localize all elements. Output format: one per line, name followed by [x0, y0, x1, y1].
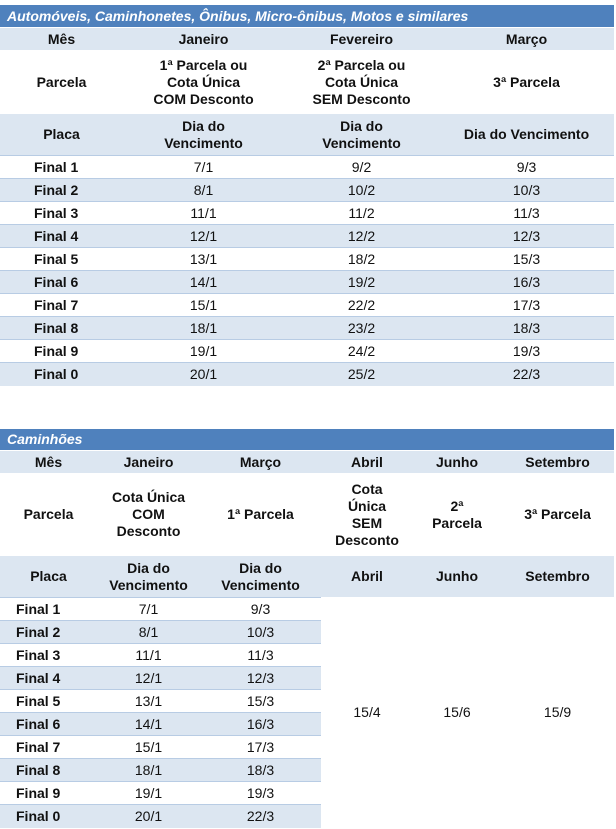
junho-date-cell: 15/6 — [413, 598, 501, 828]
header-text: Cota — [351, 480, 383, 497]
setembro-date-cell: 15/9 — [501, 598, 614, 828]
due-date-cell: 13/1 — [97, 690, 200, 713]
placa-cell: Final 8 — [0, 759, 97, 782]
due-date-cell: 17/3 — [200, 736, 321, 759]
due-date-cell: 10/3 — [200, 621, 321, 644]
due-date-cell: 11/2 — [284, 202, 439, 225]
due-date-cell: 11/1 — [97, 644, 200, 667]
header-text: Cota Única — [166, 73, 241, 90]
header-text: Dia do — [182, 117, 225, 134]
due-date-cell: 12/3 — [200, 667, 321, 690]
abril-date-cell: 15/4 — [321, 598, 413, 828]
header-janeiro: Janeiro — [97, 451, 200, 474]
table-caminhoes — [0, 428, 614, 828]
due-date-cell: 7/1 — [123, 156, 284, 179]
placa-cell: Final 2 — [0, 179, 123, 202]
due-date-cell: 11/3 — [439, 202, 614, 225]
due-date-cell: 11/1 — [123, 202, 284, 225]
due-date-cell: 15/3 — [200, 690, 321, 713]
due-date-cell: 16/3 — [200, 713, 321, 736]
table-row — [0, 248, 614, 271]
table-row — [0, 294, 614, 317]
table-row — [0, 598, 614, 621]
header-text: SEM Desconto — [312, 90, 411, 107]
placa-cell: Final 8 — [0, 317, 123, 340]
header-text: Vencimento — [322, 134, 401, 151]
table-row — [0, 179, 614, 202]
header-fevereiro: Fevereiro — [284, 28, 439, 51]
header-cota-unica-com — [97, 474, 200, 556]
header-text: Desconto — [335, 531, 399, 548]
table-row — [0, 317, 614, 340]
header-text: 2ª Parcela ou — [317, 56, 406, 73]
due-date-cell: 19/1 — [123, 340, 284, 363]
header-abril-venc: Abril — [321, 556, 413, 598]
due-date-cell: 18/1 — [123, 317, 284, 340]
placa-cell: Final 3 — [0, 202, 123, 225]
due-date-cell: 9/3 — [439, 156, 614, 179]
header-text: SEM — [351, 514, 383, 531]
placa-cell: Final 0 — [0, 805, 97, 828]
due-date-cell: 22/3 — [200, 805, 321, 828]
due-date-cell: 14/1 — [123, 271, 284, 294]
due-date-cell: 22/2 — [284, 294, 439, 317]
due-date-cell: 8/1 — [97, 621, 200, 644]
header-parcela: Parcela — [0, 474, 97, 556]
placa-cell: Final 1 — [0, 598, 97, 621]
header-text: 2ª — [450, 497, 464, 514]
header-junho: Junho — [413, 451, 501, 474]
header-text: Vencimento — [109, 576, 188, 593]
placa-cell: Final 5 — [0, 248, 123, 271]
due-date-cell: 9/3 — [200, 598, 321, 621]
placa-cell: Final 9 — [0, 340, 123, 363]
due-date-cell: 7/1 — [97, 598, 200, 621]
header-text: COM — [132, 506, 165, 522]
header-text: Dia do — [127, 559, 170, 576]
due-date-cell: 12/2 — [284, 225, 439, 248]
due-date-cell: 12/1 — [123, 225, 284, 248]
placa-cell: Final 4 — [0, 667, 97, 690]
table-row — [0, 340, 614, 363]
due-date-cell: 8/1 — [123, 179, 284, 202]
header-text: Dia do — [239, 559, 282, 576]
table-row — [0, 363, 614, 386]
due-date-cell: 11/3 — [200, 644, 321, 667]
header-text: 1ª Parcela ou — [159, 56, 248, 73]
due-date-cell: 18/1 — [97, 759, 200, 782]
placa-cell: Final 4 — [0, 225, 123, 248]
due-date-cell: 16/3 — [439, 271, 614, 294]
due-date-cell: 24/2 — [284, 340, 439, 363]
header-abril: Abril — [321, 451, 413, 474]
due-date-cell: 19/2 — [284, 271, 439, 294]
header-parcela: Parcela — [0, 51, 123, 114]
table-title: Automóveis, Caminhonetes, Ônibus, Micro-ônibus, Motos e similares — [0, 5, 614, 28]
due-date-cell: 25/2 — [284, 363, 439, 386]
header-vencimento-2 — [200, 556, 321, 598]
due-date-cell: 15/1 — [123, 294, 284, 317]
header-mes: Mês — [0, 451, 97, 474]
header-vencimento-1 — [123, 114, 284, 156]
table-automoveis — [0, 4, 614, 386]
header-text: Cota Única — [111, 489, 186, 505]
due-date-cell: 10/3 — [439, 179, 614, 202]
due-date-cell: 10/2 — [284, 179, 439, 202]
header-text: Parcela — [432, 514, 482, 531]
due-date-cell: 19/1 — [97, 782, 200, 805]
header-text: Vencimento — [164, 134, 243, 151]
header-text: Dia do — [340, 117, 383, 134]
placa-cell: Final 6 — [0, 713, 97, 736]
header-text: Única — [347, 497, 387, 514]
table-row — [0, 225, 614, 248]
due-date-cell: 15/3 — [439, 248, 614, 271]
header-setembro-venc: Setembro — [501, 556, 614, 598]
due-date-cell: 14/1 — [97, 713, 200, 736]
header-cota-unica-sem — [321, 474, 413, 556]
due-date-cell: 12/1 — [97, 667, 200, 690]
placa-cell: Final 3 — [0, 644, 97, 667]
due-date-cell: 19/3 — [200, 782, 321, 805]
due-date-cell: 18/2 — [284, 248, 439, 271]
header-placa: Placa — [0, 556, 97, 598]
due-date-cell: 19/3 — [439, 340, 614, 363]
placa-cell: Final 9 — [0, 782, 97, 805]
placa-cell: Final 1 — [0, 156, 123, 179]
placa-cell: Final 5 — [0, 690, 97, 713]
table-row — [0, 271, 614, 294]
placa-cell: Final 2 — [0, 621, 97, 644]
header-vencimento-3: Dia do Vencimento — [439, 114, 614, 156]
due-date-cell: 17/3 — [439, 294, 614, 317]
due-date-cell: 12/3 — [439, 225, 614, 248]
placa-cell: Final 7 — [0, 294, 123, 317]
header-parcela-3: 3ª Parcela — [439, 51, 614, 114]
due-date-cell: 15/1 — [97, 736, 200, 759]
header-1a-parcela: 1ª Parcela — [200, 474, 321, 556]
header-mes: Mês — [0, 28, 123, 51]
due-date-cell: 18/3 — [200, 759, 321, 782]
header-text: Cota Única — [324, 73, 399, 90]
table-title: Caminhões — [0, 429, 614, 451]
header-2a-parcela — [413, 474, 501, 556]
header-marco: Março — [439, 28, 614, 51]
table-row — [0, 202, 614, 225]
due-date-cell: 22/3 — [439, 363, 614, 386]
placa-cell: Final 7 — [0, 736, 97, 759]
due-date-cell: 20/1 — [97, 805, 200, 828]
header-marco: Março — [200, 451, 321, 474]
due-date-cell: 23/2 — [284, 317, 439, 340]
header-vencimento-2 — [284, 114, 439, 156]
placa-cell: Final 6 — [0, 271, 123, 294]
due-date-cell: 18/3 — [439, 317, 614, 340]
header-text: COM Desconto — [153, 90, 254, 107]
due-date-cell: 20/1 — [123, 363, 284, 386]
due-date-cell: 9/2 — [284, 156, 439, 179]
header-parcela-1 — [123, 51, 284, 114]
header-text: Desconto — [116, 523, 181, 539]
table-row — [0, 156, 614, 179]
header-parcela-2 — [284, 51, 439, 114]
header-text: Vencimento — [221, 576, 300, 593]
header-3a-parcela: 3ª Parcela — [501, 474, 614, 556]
due-date-cell: 13/1 — [123, 248, 284, 271]
header-placa: Placa — [0, 114, 123, 156]
header-vencimento-1 — [97, 556, 200, 598]
header-junho-venc: Junho — [413, 556, 501, 598]
header-janeiro: Janeiro — [123, 28, 284, 51]
placa-cell: Final 0 — [0, 363, 123, 386]
header-setembro: Setembro — [501, 451, 614, 474]
